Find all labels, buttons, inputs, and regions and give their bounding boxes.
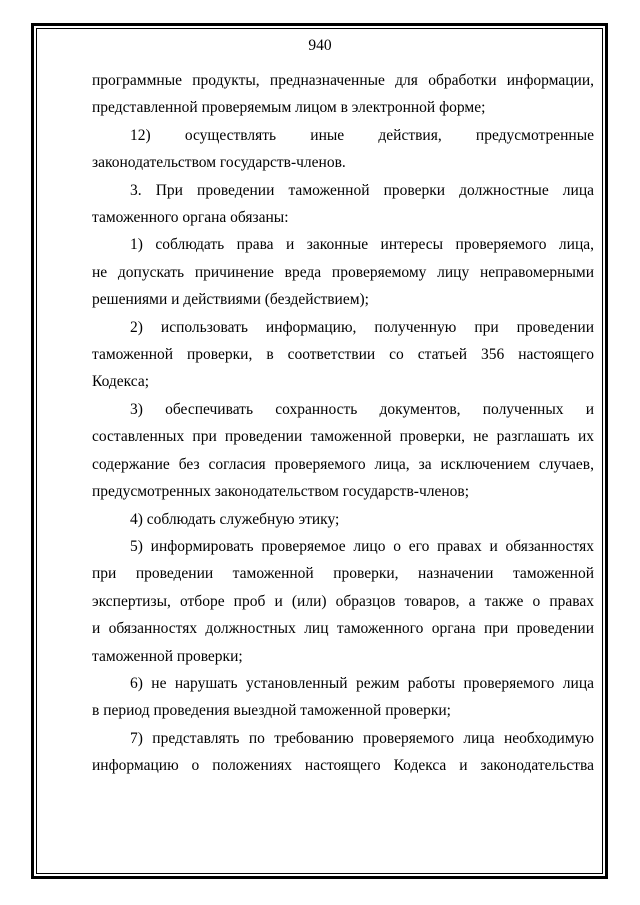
text-line: таможенной проверки; [92,647,243,665]
text-line: содержание без согласия проверяемого лица, за исключением случаев, [92,455,594,473]
paragraph-item-3 [92,396,594,506]
text-line: 2) использовать информацию, полученную при проведении [130,318,594,336]
text-line: 12) осуществлять иные действия, предусмотренные [130,126,594,144]
text-line: не допускать причинение вреда проверяемому лицу неправомерными [92,263,594,281]
text-line: и обязанностях должностных лиц таможенного органа при проведении [92,620,594,638]
paragraph-item-1 [92,231,594,313]
paragraph-item-12 [92,122,594,177]
text-line: решениями и действиями (бездействием); [92,291,369,309]
text-line: Кодекса; [92,373,150,391]
text-line: 4) соблюдать служебную этику; [130,510,340,528]
text-line: 6) не нарушать установленный режим работы проверяемого лица [130,674,594,692]
text-line: таможенного органа обязаны: [92,209,289,227]
text-line: экспертизы, отборе проб и (или) образцов товаров, а также о правах [92,592,594,610]
text-line: 3) обеспечивать сохранность документов, полученных и [130,400,594,418]
text-line: при проведении таможенной проверки, назначении таможенной [92,565,594,583]
text-line: информацию о положениях настоящего Кодекса и законодательства [92,757,594,775]
paragraph-continuation [92,67,594,122]
paragraph-item-7 [92,725,594,780]
text-line: 1) соблюдать права и законные интересы проверяемого лица, [130,236,594,254]
text-line: в период проведения выездной таможенной проверки; [92,702,451,720]
text-line: предусмотренных законодательством государств-членов; [92,483,470,501]
text-line: представленной проверяемым лицом в электронной форме; [92,99,486,117]
paragraph-item-4 [92,506,594,533]
paragraph-item-2 [92,314,594,396]
document-body [92,67,594,780]
paragraph-section-3 [92,177,594,232]
paragraph-item-6 [92,670,594,725]
text-line: программные продукты, предназначенные для обработки информации, [92,72,594,89]
text-line: 3. При проведении таможенной проверки должностные лица [130,181,594,199]
text-line: 7) представлять по требованию проверяемого лица необходимую [130,729,594,747]
text-line: 5) информировать проверяемое лицо о его правах и обязанностях [130,537,594,555]
page-number: 940 [308,37,332,54]
text-line: составленных при проведении таможенной проверки, не разглашать их [92,428,594,446]
text-line: таможенной проверки, в соответствии со статьей 356 настоящего [92,346,594,364]
text-line: законодательством государств-членов. [92,154,346,172]
paragraph-item-5 [92,533,594,670]
